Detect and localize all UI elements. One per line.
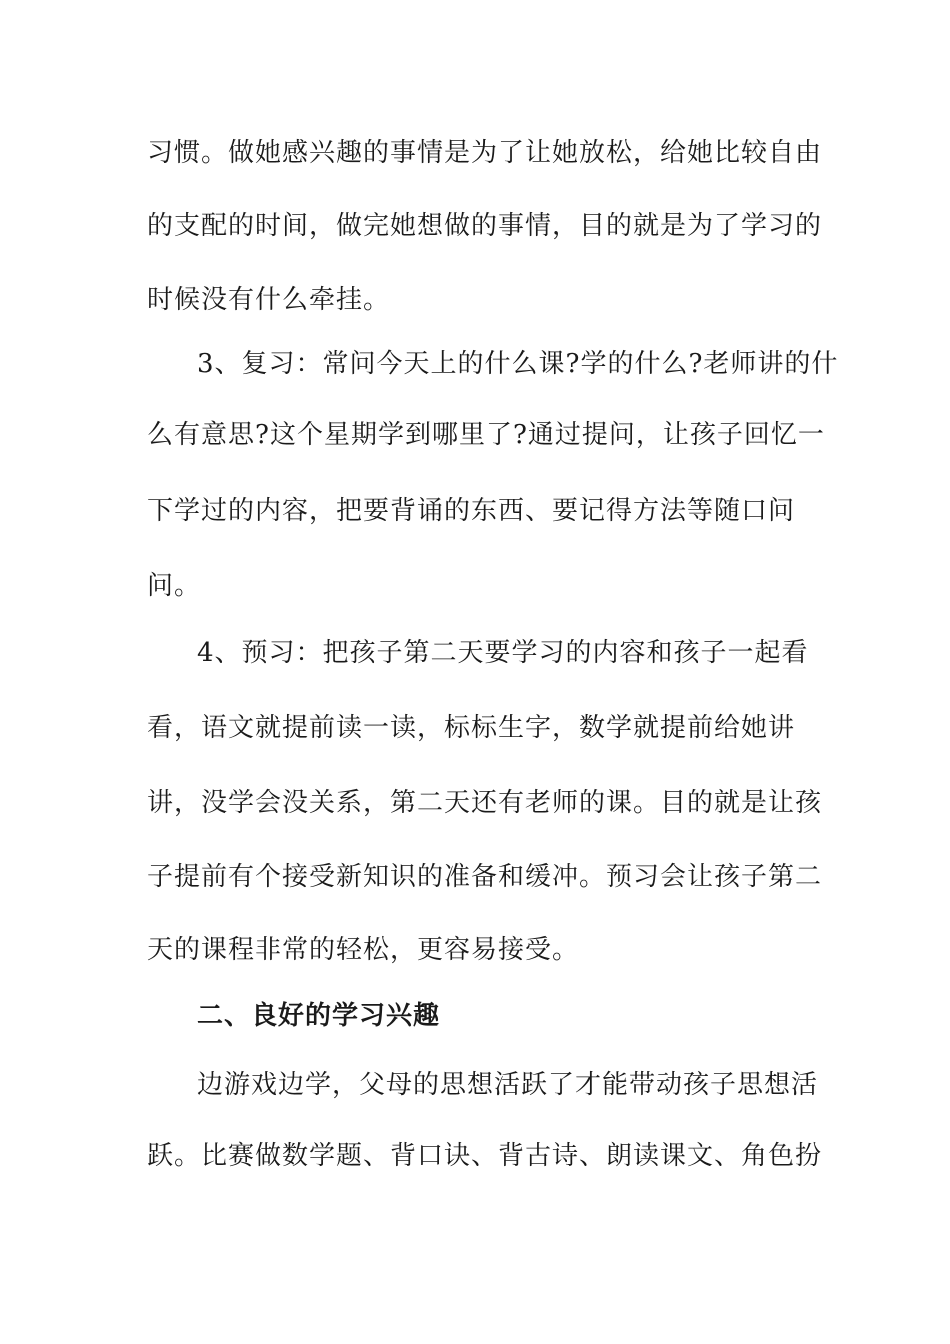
paragraph-line: 看，语文就提前读一读，标标生字，数学就提前给她讲	[147, 713, 796, 743]
paragraph-line: 4、预习：把孩子第二天要学习的内容和孩子一起看	[197, 638, 809, 668]
paragraph-line: 3、复习：常问今天上的什么课?学的什么?老师讲的什	[197, 349, 839, 379]
paragraph-line: 时候没有什么牵挂。	[147, 285, 391, 315]
paragraph-line: 下学过的内容，把要背诵的东西、要记得方法等随口问	[147, 496, 796, 526]
paragraph-line: 么有意思?这个星期学到哪里了?通过提问，让孩子回忆一	[147, 420, 825, 450]
paragraph-line: 天的课程非常的轻松，更容易接受。	[147, 935, 580, 965]
section-heading: 二、良好的学习兴趣	[197, 1001, 441, 1031]
paragraph-line: 子提前有个接受新知识的准备和缓冲。预习会让孩子第二	[147, 862, 823, 892]
paragraph-line: 讲，没学会没关系，第二天还有老师的课。目的就是让孩	[147, 788, 823, 818]
paragraph-line: 边游戏边学，父母的思想活跃了才能带动孩子思想活	[197, 1070, 819, 1100]
paragraph-line: 的支配的时间，做完她想做的事情，目的就是为了学习的	[147, 211, 823, 241]
paragraph-line: 问。	[147, 571, 202, 601]
paragraph-line: 习惯。做她感兴趣的事情是为了让她放松，给她比较自由	[147, 138, 823, 168]
paragraph-line: 跃。比赛做数学题、背口诀、背古诗、朗读课文、角色扮	[147, 1141, 823, 1171]
